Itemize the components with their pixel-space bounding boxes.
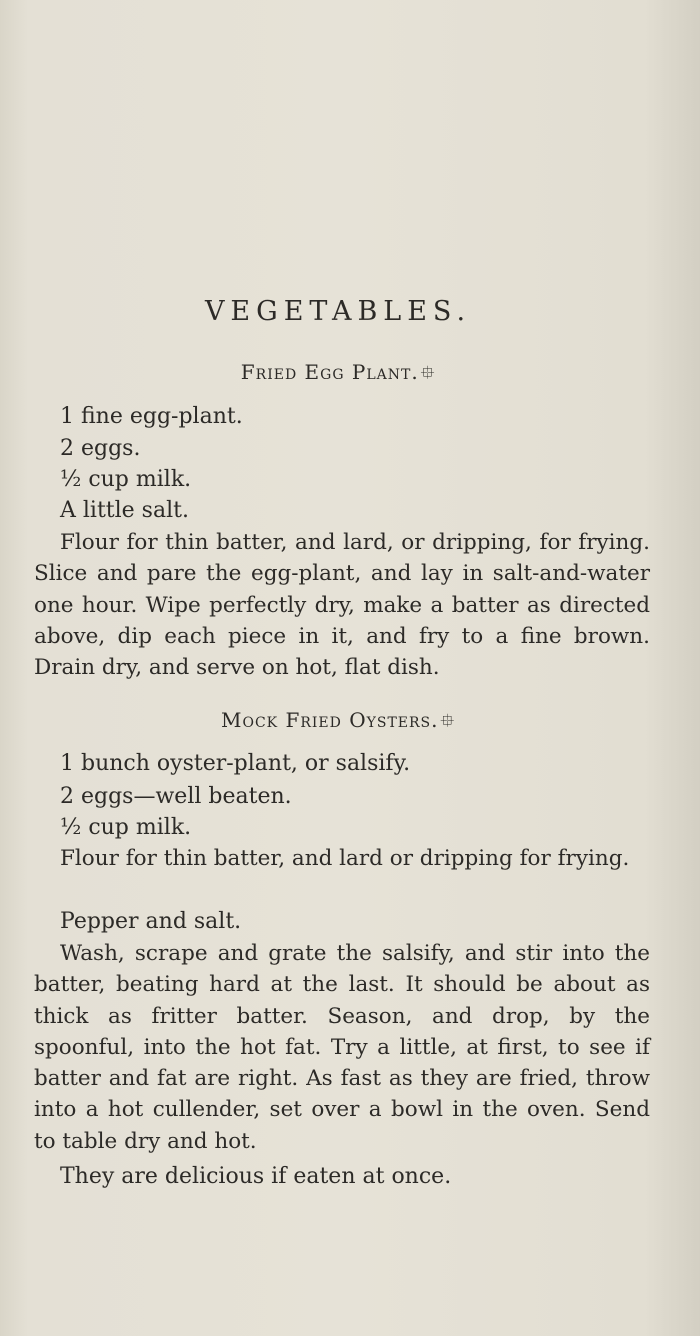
ingredient-line: ½ cup milk. <box>60 815 192 840</box>
flour-line: Flour for thin batter, and lard or dripping for frying. <box>60 846 630 871</box>
recipe-title-fried-egg-plant <box>0 360 676 391</box>
recipe-title-text: Mock Fried Oysters. <box>220 708 439 732</box>
ingredient-line: ½ cup milk. <box>60 467 192 492</box>
ingredient-line: 1 bunch oyster-plant, or salsify. <box>60 751 411 776</box>
recipe-title-text: Fried Egg Plant. <box>240 360 419 384</box>
cross-ornament-icon: ⯐ <box>440 711 455 732</box>
closing-line: They are delicious if eaten at once. <box>60 1164 452 1189</box>
cross-ornament-icon: ⯐ <box>420 363 436 384</box>
ingredient-line: 1 fine egg-plant. <box>60 404 243 429</box>
recipe-title-mock-fried-oysters <box>0 708 676 739</box>
ingredient-line: 2 eggs. <box>60 436 141 461</box>
seasoning-line: Pepper and salt. <box>60 909 242 934</box>
recipe-directions: Flour for thin batter, and lard, or dripping, for frying. Slice and pare the egg-plant, and lay in salt-and-water one hour. Wipe perfectly dry, make a batter as directed above, dip each piece in it, and fry to a fine brown. Drain dry, and serve on hot, flat dish. <box>34 530 650 681</box>
ingredient-line: A little salt. <box>60 498 189 523</box>
recipe-directions: Wash, scrape and grate the salsify, and stir into the batter, beating hard at the last. It should be about as thick as fritter batter. Season, and drop, by the spoonful, into the hot fat. Try a little, at first, to see if batter and fat are right. As fast as they are fried, throw into a hot cullender, set over a bowl in the oven. Send to table dry and hot. <box>34 941 650 1154</box>
ingredient-line: 2 eggs—well beaten. <box>60 784 292 809</box>
chapter-heading: VEGETABLES. <box>204 296 472 327</box>
